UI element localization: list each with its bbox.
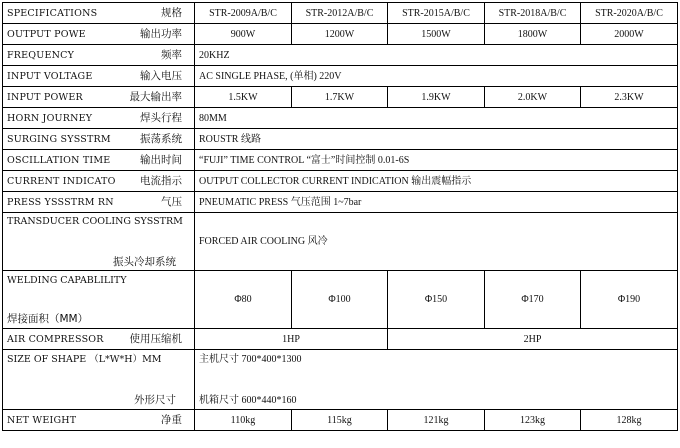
row-label-cn: 气压 bbox=[161, 195, 182, 208]
welding-value: Φ80 bbox=[195, 271, 292, 329]
row-label bbox=[3, 171, 195, 192]
input-power-value: 1.9KW bbox=[388, 87, 485, 108]
input-power-value: 2.3KW bbox=[581, 87, 678, 108]
row-label bbox=[3, 410, 195, 431]
frequency-value: 20KHZ bbox=[195, 45, 678, 66]
model-header: STR-2012A/B/C bbox=[292, 3, 388, 24]
model-header: STR-2018A/B/C bbox=[485, 3, 581, 24]
header-row bbox=[3, 3, 678, 24]
row-label bbox=[3, 213, 195, 271]
size-row bbox=[3, 350, 678, 410]
transducer-cooling-value: FORCED AIR COOLING 风冷 bbox=[195, 213, 678, 271]
row-label bbox=[3, 329, 195, 350]
net-weight-value: 123kg bbox=[485, 410, 581, 431]
surging-system-value: ROUSTR 线路 bbox=[195, 129, 678, 150]
input-voltage-value: AC SINGLE PHASE, (单相) 220V bbox=[195, 66, 678, 87]
welding-value: Φ170 bbox=[485, 271, 581, 329]
row-label bbox=[3, 350, 195, 410]
surging-system-row bbox=[3, 129, 678, 150]
row-label-en: TRANSDUCER COOLING SYSSTRM bbox=[7, 215, 183, 227]
row-label-en: OSCILLATION TIME bbox=[7, 154, 111, 166]
input-power-value: 2.0KW bbox=[485, 87, 581, 108]
spec-label-cn: 规格 bbox=[161, 6, 182, 19]
net-weight-value: 128kg bbox=[581, 410, 678, 431]
host-size: 主机尺寸 700*400*1300 bbox=[199, 353, 302, 365]
row-label bbox=[3, 66, 195, 87]
welding-value: Φ190 bbox=[581, 271, 678, 329]
current-indicator-value: OUTPUT COLLECTOR CURRENT INDICATION 输出震幅指示 bbox=[195, 171, 678, 192]
row-label-en: INPUT VOLTAGE bbox=[7, 70, 93, 82]
row-label bbox=[3, 24, 195, 45]
model-header: STR-2009A/B/C bbox=[195, 3, 292, 24]
output-power-value: 1200W bbox=[292, 24, 388, 45]
output-power-value: 2000W bbox=[581, 24, 678, 45]
air-compressor-row bbox=[3, 329, 678, 350]
horn-journey-row bbox=[3, 108, 678, 129]
row-label-en: INPUT POWER bbox=[7, 91, 83, 103]
model-header: STR-2015A/B/C bbox=[388, 3, 485, 24]
specifications-table bbox=[2, 2, 678, 431]
transducer-cooling-row bbox=[3, 213, 678, 271]
output-power-value: 1800W bbox=[485, 24, 581, 45]
air-compressor-value: 2HP bbox=[388, 329, 678, 350]
row-label-en: OUTPUT POWE bbox=[7, 28, 86, 40]
net-weight-value: 110kg bbox=[195, 410, 292, 431]
spec-label-cell bbox=[3, 3, 195, 24]
row-label-cn: 输入电压 bbox=[140, 69, 182, 82]
size-value bbox=[195, 350, 678, 410]
input-power-value: 1.5KW bbox=[195, 87, 292, 108]
row-label bbox=[3, 87, 195, 108]
input-power-value: 1.7KW bbox=[292, 87, 388, 108]
row-label bbox=[3, 129, 195, 150]
row-label-en: CURRENT INDICATO bbox=[7, 175, 116, 187]
output-power-value: 900W bbox=[195, 24, 292, 45]
row-label-en: NET WEIGHT bbox=[7, 414, 77, 426]
row-label-cn: 使用压缩机 bbox=[129, 332, 182, 345]
row-label-cn: 振荡系统 bbox=[140, 132, 182, 145]
row-label bbox=[3, 108, 195, 129]
row-label-cn: 输出功率 bbox=[140, 27, 182, 40]
frequency-row bbox=[3, 45, 678, 66]
row-label-en: FREQUENCY bbox=[7, 49, 75, 61]
output-power-row bbox=[3, 24, 678, 45]
row-label-en: SIZE OF SHAPE （L*W*H）MM bbox=[7, 353, 162, 365]
row-label bbox=[3, 45, 195, 66]
row-label-en: SURGING SYSSTRM bbox=[7, 133, 111, 145]
row-label-en: HORN JOURNEY bbox=[7, 112, 93, 124]
row-label bbox=[3, 271, 195, 329]
row-label-cn: 焊接面积（MM） bbox=[7, 312, 89, 325]
row-label-cn: 外形尺寸 bbox=[134, 393, 176, 406]
net-weight-value: 115kg bbox=[292, 410, 388, 431]
row-label-en: WELDING CAPABLILITY bbox=[7, 274, 127, 286]
oscillation-time-row bbox=[3, 150, 678, 171]
row-label-cn: 最大输出率 bbox=[129, 90, 182, 103]
welding-value: Φ100 bbox=[292, 271, 388, 329]
input-voltage-row bbox=[3, 66, 678, 87]
row-label-cn: 焊头行程 bbox=[140, 111, 182, 124]
welding-capability-row bbox=[3, 271, 678, 329]
case-size: 机箱尺寸 600*440*160 bbox=[199, 394, 297, 406]
press-system-value: PNEUMATIC PRESS 气压范围 1~7bar bbox=[195, 192, 678, 213]
output-power-value: 1500W bbox=[388, 24, 485, 45]
net-weight-row bbox=[3, 410, 678, 431]
spec-label-en: SPECIFICATIONS bbox=[7, 7, 98, 19]
current-indicator-row bbox=[3, 171, 678, 192]
press-system-row bbox=[3, 192, 678, 213]
row-label-cn: 频率 bbox=[161, 48, 182, 61]
row-label-cn: 振头冷却系统 bbox=[113, 255, 176, 268]
horn-journey-value: 80MM bbox=[195, 108, 678, 129]
row-label bbox=[3, 192, 195, 213]
row-label bbox=[3, 150, 195, 171]
air-compressor-value: 1HP bbox=[195, 329, 388, 350]
oscillation-time-value: “FUJI” TIME CONTROL “富士”时间控制 0.01-6S bbox=[195, 150, 678, 171]
welding-value: Φ150 bbox=[388, 271, 485, 329]
model-header: STR-2020A/B/C bbox=[581, 3, 678, 24]
input-power-row bbox=[3, 87, 678, 108]
row-label-cn: 净重 bbox=[161, 413, 182, 426]
row-label-cn: 电流指示 bbox=[140, 174, 182, 187]
row-label-en: PRESS YSSSTRM RN bbox=[7, 196, 114, 208]
row-label-cn: 输出时间 bbox=[140, 153, 182, 166]
net-weight-value: 121kg bbox=[388, 410, 485, 431]
row-label-en: AIR COMPRESSOR bbox=[7, 333, 104, 345]
